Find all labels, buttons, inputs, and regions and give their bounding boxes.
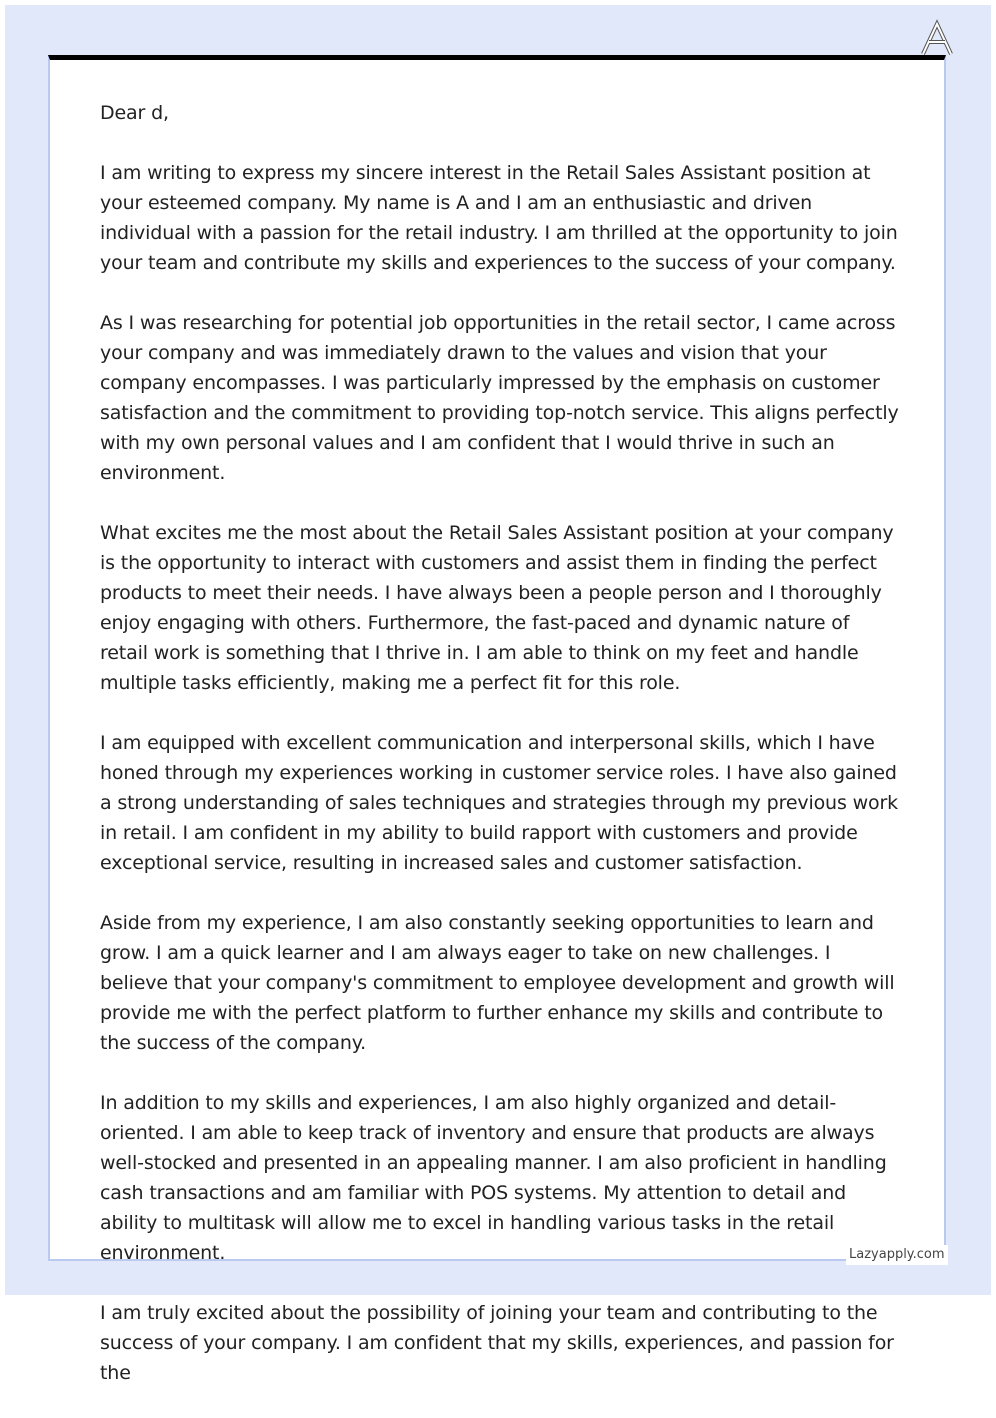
lazyapply-logo-icon xyxy=(917,19,957,59)
letter-paragraph-6: In addition to my skills and experiences, I am also highly organized and detail-oriented. I am able to keep track of inventory and ensure that products are always well-stocked and presented in an appealing manner. I am also proficient in handling cash transactions and am familiar with POS systems. My attention to detail and ability to multitask will allow me to excel in handling various tasks in the retail environment. xyxy=(100,1092,887,1264)
letter-paragraph-3: What excites me the most about the Retail Sales Assistant position at your company is the opportunity to interact with customers and assist them in finding the perfect products to meet their needs. I have always been a people person and I thoroughly enjoy engaging with others. Furthermore, the fast-paced and dynamic nature of retail work is something that I thrive in. I am able to think on my feet and handle multiple tasks efficiently, making me a perfect fit for this role. xyxy=(100,522,894,694)
letter-paragraph-2: As I was researching for potential job opportunities in the retail sector, I came across your company and was immediately drawn to the values and vision that your company encompasses. I was particularly impressed by the emphasis on customer satisfaction and the commitment to providing top-notch service. This aligns perfectly with my own personal values and I am confident that I would thrive in such an environment. xyxy=(100,312,899,484)
letter-paragraph-1: I am writing to express my sincere interest in the Retail Sales Assistant position at your esteemed company. My name is A and I am an enthusiastic and driven individual with a passion for the retail industry. I am thrilled at the opportunity to join your team and contribute my skills and experiences to the success of your company. xyxy=(100,162,898,274)
letter-paragraph-4: I am equipped with excellent communication and interpersonal skills, which I have honed through my experiences working in customer service roles. I have also gained a strong understanding of sales techniques and strategies through my previous work in retail. I am confident in my ability to build rapport with customers and provide exceptional service, resulting in increased sales and customer satisfaction. xyxy=(100,732,898,874)
cover-letter-body xyxy=(100,98,900,1418)
letter-paragraph-5: Aside from my experience, I am also constantly seeking opportunities to learn and grow. I am a quick learner and I am always eager to take on new challenges. I believe that your company's commitment to employee development and growth will provide me with the perfect platform to further enhance my skills and contribute to the success of the company. xyxy=(100,912,895,1054)
letter-paragraph-7: I am truly excited about the possibility of joining your team and contributing to the success of your company. I am confident that my skills, experiences, and passion for the xyxy=(100,1302,894,1384)
footer-brand-link[interactable]: Lazyapply.com xyxy=(846,1245,948,1265)
letter-salutation: Dear d, xyxy=(100,102,169,124)
document-frame xyxy=(5,5,991,1384)
